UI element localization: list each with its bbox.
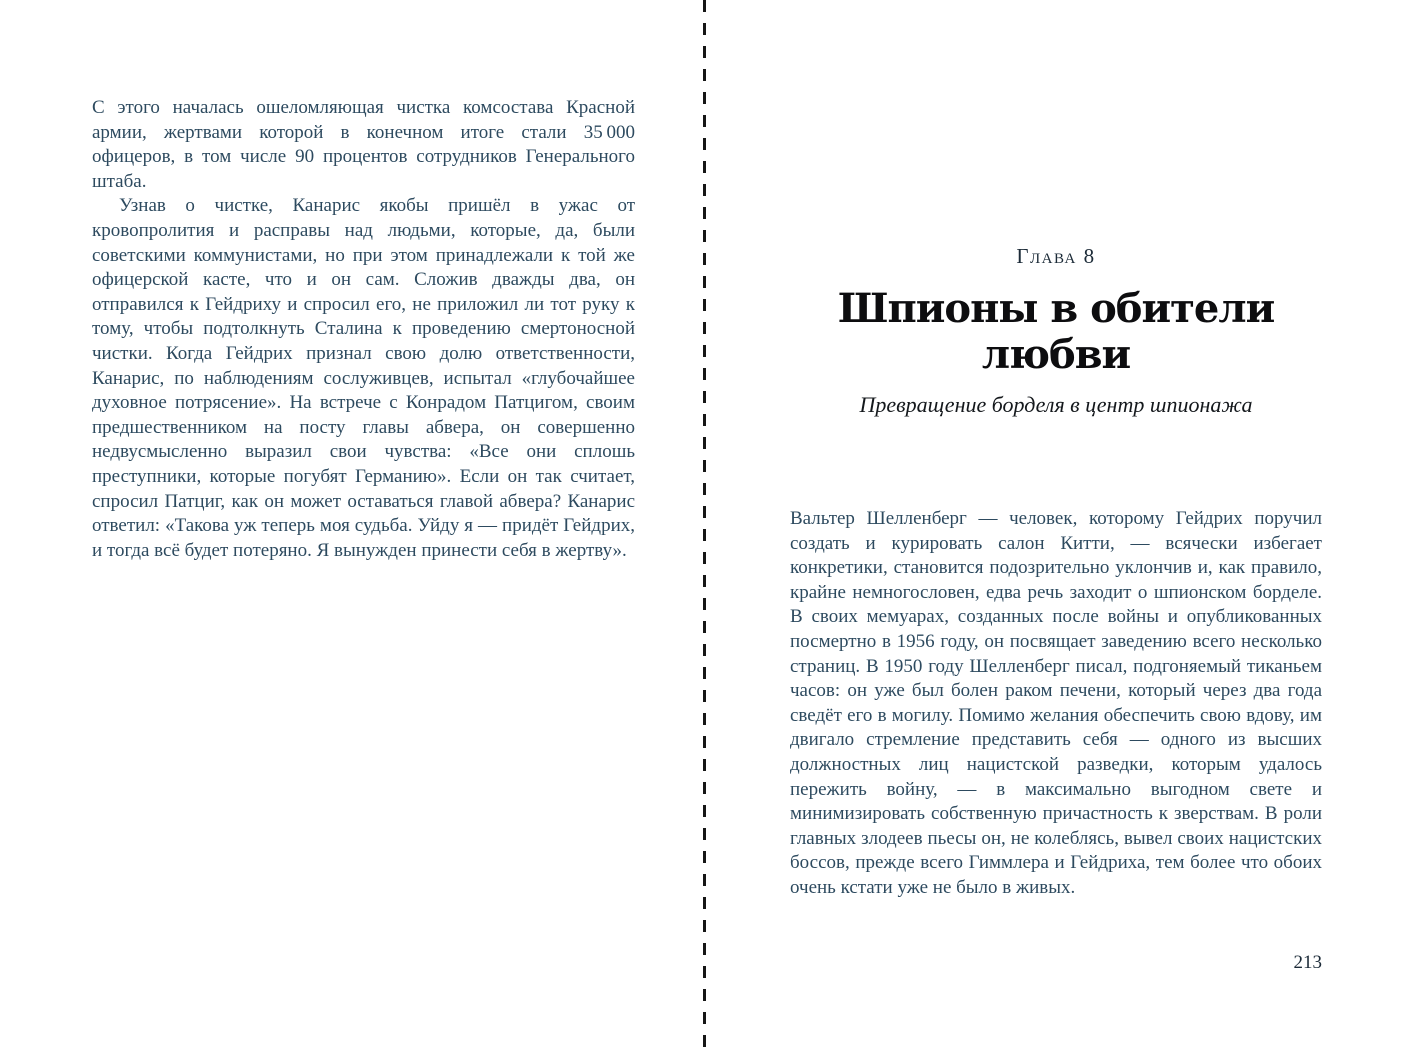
chapter-number-label: Глава 8	[1016, 244, 1096, 268]
left-page-paragraph: Узнав о чистке, Канарис якобы пришёл в ужас от кровопролития и расправы над людьми, которые, да, были советскими коммунистами, но при этом принадлежали к той же офицерской касте, что и он сам. Сложив дважды два, он отправился к Гейдриху и спросил его, не приложил ли тот руку к тому, чтобы подтолкнуть Сталина к проведению смертоносной чистки. Когда Гейдрих признал свою долю ответственности, Канарис, по наблюдениям сослуживцев, испытал «глубочайшее духовное потрясение». На встрече с Конрадом Патцигом, своим предшественником на посту главы абвера, он совершенно недвусмысленно выразил свои чувства: «Все они сплошь преступники, которые погубят Германию». Если он так считает, спросил Патциг, как он может оставаться главой абвера? Канарис ответил: «Такова уж теперь моя судьба. Уйду я — придёт Гейдрих, и тогда всё будет потеряно. Я вынужден принести себя в жертву».	[92, 195, 635, 561]
page-gutter-dashed-divider	[703, 0, 706, 1058]
chapter-heading-block	[790, 243, 1322, 419]
right-page-paragraph: Вальтер Шелленберг — человек, которому Гейдрих поручил создать и курировать салон Китти, — всячески избегает конкретики, становится подозрительно уклончив и, как правило, крайне немногословен, едва речь заходит о шпионском борделе. В своих мемуарах, созданных после войны и опубликованных посмертно в 1956 году, он посвящает заведению всего несколько страниц. В 1950 году Шелленберг писал, подгоняемый тиканьем часов: он уже был болен раком печени, который через два года сведёт его в могилу. Помимо желания обеспечить свою вдову, им двигало стремление представить себя — одного из высших должностных лиц нацистской разведки, которым удалось пережить войну, — в максимально выгодном свете и минимизировать собственную причастность к зверствам. В роли главных злодеев пьесы он, не колеблясь, вывел своих нацистских боссов, прежде всего Гиммлера и Гейдриха, тем более что обоих очень кстати уже не было в живых.	[790, 508, 1322, 898]
chapter-title: Шпионы в обители любви	[837, 285, 1275, 378]
left-page-paragraph: С этого началась ошеломляющая чистка комсостава Красной армии, жертвами которой в конечном итоге стали 35 000 офицеров, в том числе 90 процентов сотрудников Генерального штаба.	[92, 97, 635, 192]
chapter-subtitle: Превращение борделя в центр шпионажа	[859, 392, 1253, 417]
right-page-text-block	[790, 507, 1322, 901]
page-number: 213	[1293, 952, 1322, 973]
left-page-text-block	[92, 96, 635, 563]
